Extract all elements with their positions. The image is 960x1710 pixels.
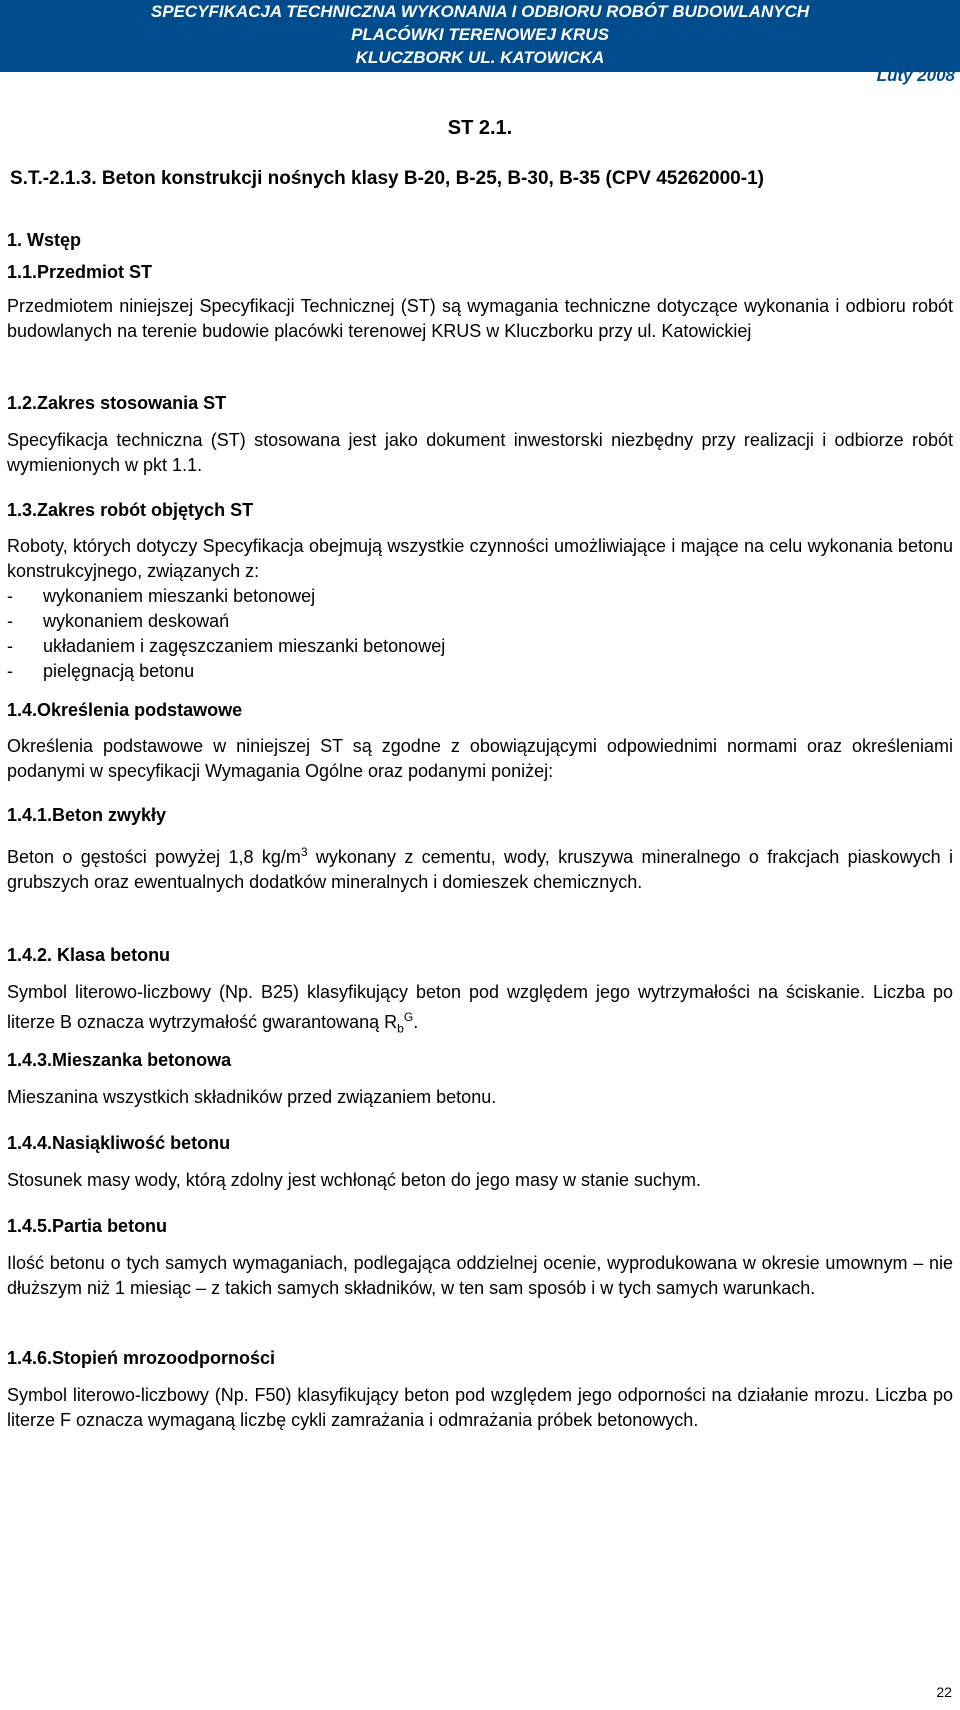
section-1-3-list xyxy=(7,584,445,684)
document-header xyxy=(0,0,960,72)
header-line-2: PLACÓWKI TERENOWEJ KRUS xyxy=(351,25,609,44)
header-line-3: KLUCZBORK UL. KATOWICKA xyxy=(355,48,605,67)
section-1-3-heading: 1.3.Zakres robót objętych ST xyxy=(7,500,254,520)
section-1-4-3-text: Mieszanina wszystkich składników przed związaniem betonu. xyxy=(7,1087,497,1107)
list-item: - wykonaniem mieszanki betonowej xyxy=(7,586,316,606)
section-1-4-5-text: Ilość betonu o tych samych wymaganiach, podlegająca oddzielnej ocenie, wyprodukowana w okresie umownym – nie dłuższym niż 1 miesiąc – z takich samych składników, w ten sam sposób i w tych samych warunkach. xyxy=(7,1253,953,1298)
section-1-4-3-heading: 1.4.3.Mieszanka betonowa xyxy=(7,1050,232,1070)
header-date: Luty 2008 xyxy=(876,66,955,85)
section-1-4-6-text: Symbol literowo-liczbowy (Np. F50) klasyfikujący beton pod względem jego odporności na działanie mrozu. Liczba po literze F oznacza wymaganą liczbę cykli zamrażania i odmrażania próbek betonowych. xyxy=(7,1385,953,1430)
section-1-4-1-heading: 1.4.1.Beton zwykły xyxy=(7,805,167,825)
section-1-4-heading: 1.4.Określenia podstawowe xyxy=(7,700,243,720)
section-1-1-text: Przedmiotem niniejszej Specyfikacji Technicznej (ST) są wymagania techniczne dotyczące wykonania i odbioru robót budowlanych na terenie budowie placówki terenowej KRUS w Kluczborku przy ul. Katowickiej xyxy=(7,296,953,341)
section-1-2-text: Specyfikacja techniczna (ST) stosowana jest jako dokument inwestorski niezbędny przy realizacji i odbiorze robót wymienionych w pkt 1.1. xyxy=(7,430,953,475)
st-code: ST 2.1. xyxy=(447,117,513,139)
section-1-4-4-text: Stosunek masy wody, którą zdolny jest wchłonąć beton do jego masy w stanie suchym. xyxy=(7,1170,702,1190)
list-item: - pielęgnacją betonu xyxy=(7,661,195,681)
header-line-1: SPECYFIKACJA TECHNICZNA WYKONANIA I ODBIORU ROBÓT BUDOWLANYCH xyxy=(150,2,810,21)
section-1-4-1-text: Beton o gęstości powyżej 1,8 $kg/m^3$ wykonany z cementu, wody, kruszywa mineralnego o frakcjach piaskowych i grubszych oraz ewentualnych dodatków mineralnych i domieszek chemicznych. xyxy=(7,845,953,892)
section-1-4-2-heading: 1.4.2. Klasa betonu xyxy=(7,945,171,965)
section-1-4-5-heading: 1.4.5.Partia betonu xyxy=(7,1216,168,1236)
section-1-4-2-text: Symbol literowo-liczbowy (Np. B25) klasyfikujący beton pod względem jego wytrzymałości na ściskanie. Liczba po literze B oznacza wytrzymałość gwarantowaną $R_b^G$. xyxy=(7,982,953,1036)
section-1-4-4-heading: 1.4.4.Nasiąkliwość betonu xyxy=(7,1133,231,1153)
section-1-1-heading: 1.1.Przedmiot ST xyxy=(7,262,153,282)
page-number: 22 xyxy=(936,1684,952,1700)
list-item: - wykonaniem deskowań xyxy=(7,611,230,631)
section-1-heading: 1. Wstęp xyxy=(7,230,82,250)
section-1-4-6-heading: 1.4.6.Stopień mrozoodporności xyxy=(7,1348,276,1368)
section-1-4-text: Określenia podstawowe w niniejszej ST są zgodne z obowiązującymi odpowiednimi normami oraz określeniami podanymi w specyfikacji Wymagania Ogólne oraz podanymi poniżej: xyxy=(7,736,953,781)
section-1-3-text: Roboty, których dotyczy Specyfikacja obejmują wszystkie czynności umożliwiające i mające na celu wykonania betonu konstrukcyjnego, związanych z: xyxy=(7,536,953,581)
document-title: S.T.-2.1.3. Beton konstrukcji nośnych klasy B-20, B-25, B-30, B-35 (CPV 45262000-1) xyxy=(10,168,764,189)
list-item: - układaniem i zagęszczaniem mieszanki betonowej xyxy=(7,636,446,656)
section-1-2-heading: 1.2.Zakres stosowania ST xyxy=(7,393,227,413)
